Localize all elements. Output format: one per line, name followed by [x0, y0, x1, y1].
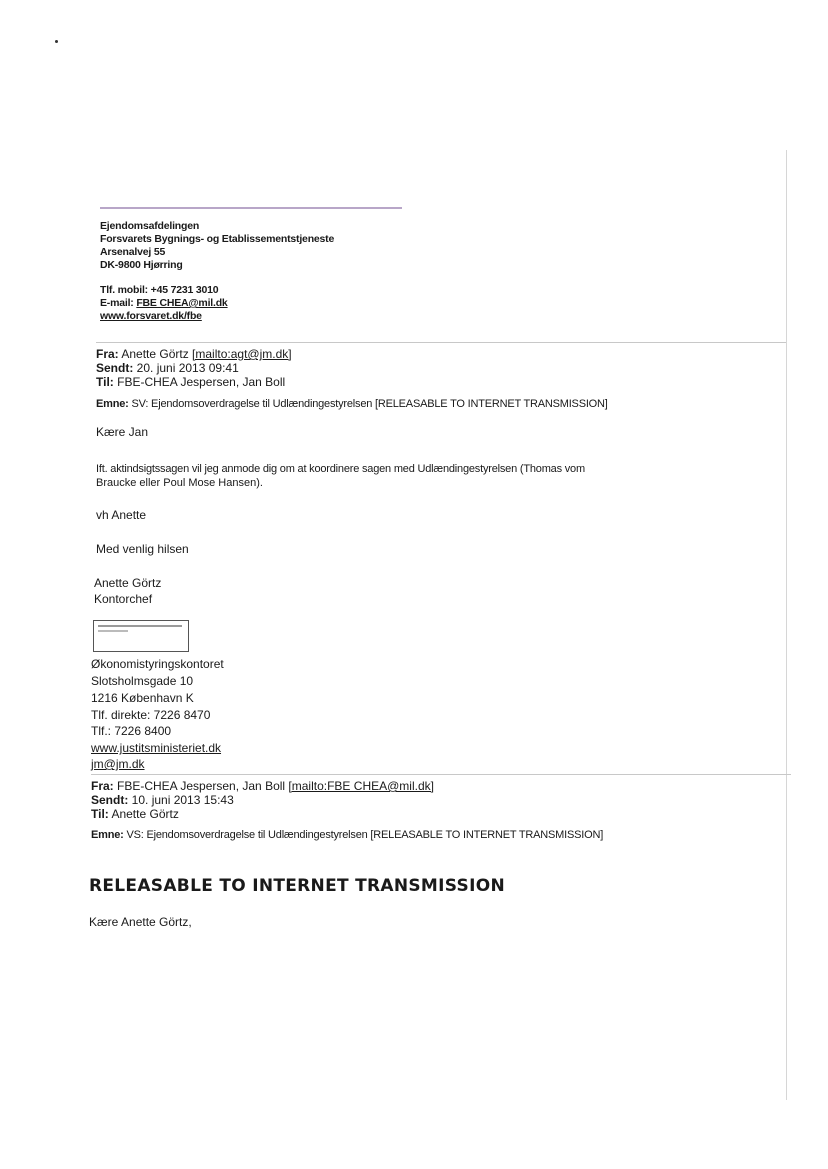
logo-line-1 [98, 625, 182, 627]
signature-mobile: Tlf. mobil: +45 7231 3010 [100, 284, 219, 296]
message2-from [91, 779, 434, 793]
office-street: Slotsholmsgade 10 [91, 674, 194, 688]
message1-closing-regards: Med venlig hilsen [96, 542, 189, 556]
releasable-banner: RELEASABLE TO INTERNET TRANSMISSION [89, 876, 505, 896]
logo-line-2 [98, 630, 128, 632]
sent-label: Sendt: [96, 361, 134, 375]
signer-title: Kontorchef [94, 592, 153, 606]
to-label: Til: [96, 375, 114, 389]
ministry-logo [93, 620, 189, 652]
subject-value: VS: Ejendomsoverdragelse til Udlændingestyrelsen [RELEASABLE TO INTERNET TRANSMISSION] [123, 829, 604, 841]
signature-city: DK-9800 Hjørring [100, 259, 183, 271]
from-mailto-link[interactable]: [mailto:FBE CHEA@mil.dk] [288, 779, 434, 793]
to-value: Anette Görtz [108, 807, 179, 821]
sent-value: 20. juni 2013 09:41 [133, 361, 239, 375]
from-label: Fra: [96, 347, 119, 361]
office-phone: Tlf.: 7226 8400 [91, 724, 172, 738]
from-mailto-link[interactable]: [mailto:agt@jm.dk] [192, 347, 292, 361]
signature-website-link[interactable]: www.forsvaret.dk/fbe [100, 310, 202, 322]
office-website-link[interactable]: www.justitsministeriet.dk [91, 741, 222, 755]
message1-greeting: Kære Jan [96, 425, 149, 439]
message1-to [96, 375, 285, 389]
office-city: 1216 København K [91, 691, 194, 705]
signature-email-link[interactable]: FBE CHEA@mil.dk [136, 297, 228, 309]
signature-email-row [100, 297, 228, 310]
subject-label: Emne: [91, 829, 124, 841]
office-email-link[interactable]: jm@jm.dk [91, 757, 145, 771]
to-label: Til: [91, 807, 109, 821]
sent-label: Sendt: [91, 793, 129, 807]
from-label: Fra: [91, 779, 114, 793]
subject-value: SV: Ejendomsoverdragelse til Udlændingestyrelsen [RELEASABLE TO INTERNET TRANSMISSION] [128, 398, 608, 410]
signer-name: Anette Görtz [94, 576, 162, 590]
message2-sent [91, 793, 234, 807]
message1-sent [96, 361, 239, 375]
signature-email-label: E-mail: [100, 297, 137, 309]
signature-organization: Forsvarets Bygnings- og Etablissementstjeneste [100, 233, 335, 245]
signature-department: Ejendomsafdelingen [100, 220, 200, 232]
message1-closing-vh: vh Anette [96, 508, 147, 522]
sent-value: 10. juni 2013 15:43 [128, 793, 234, 807]
from-name: FBE-CHEA Jespersen, Jan Boll [113, 779, 289, 793]
message2-subject [91, 828, 603, 842]
office-direct-phone: Tlf. direkte: 7226 8470 [91, 708, 211, 722]
header-separator [96, 342, 786, 343]
subject-label: Emne: [96, 398, 129, 410]
message1-from [96, 347, 292, 361]
office-name: Økonomistyringskontoret [91, 657, 224, 671]
message1-body-line1: Ift. aktindsigtssagen vil jeg anmode dig om at koordinere sagen med Udlændingestyrelsen (Thomas vom [96, 463, 585, 475]
signature-street: Arsenalvej 55 [100, 246, 166, 258]
from-name: Anette Görtz [118, 347, 193, 361]
signature-divider [100, 207, 402, 209]
forward-separator [91, 774, 791, 775]
message2-to [91, 807, 179, 821]
message1-subject [96, 397, 608, 411]
message2-greeting: Kære Anette Görtz, [89, 915, 192, 929]
message1-body-line2: Braucke eller Poul Mose Hansen). [96, 477, 263, 489]
page-edge-line [786, 150, 787, 1100]
scan-speck [55, 40, 58, 43]
to-value: FBE-CHEA Jespersen, Jan Boll [113, 375, 286, 389]
